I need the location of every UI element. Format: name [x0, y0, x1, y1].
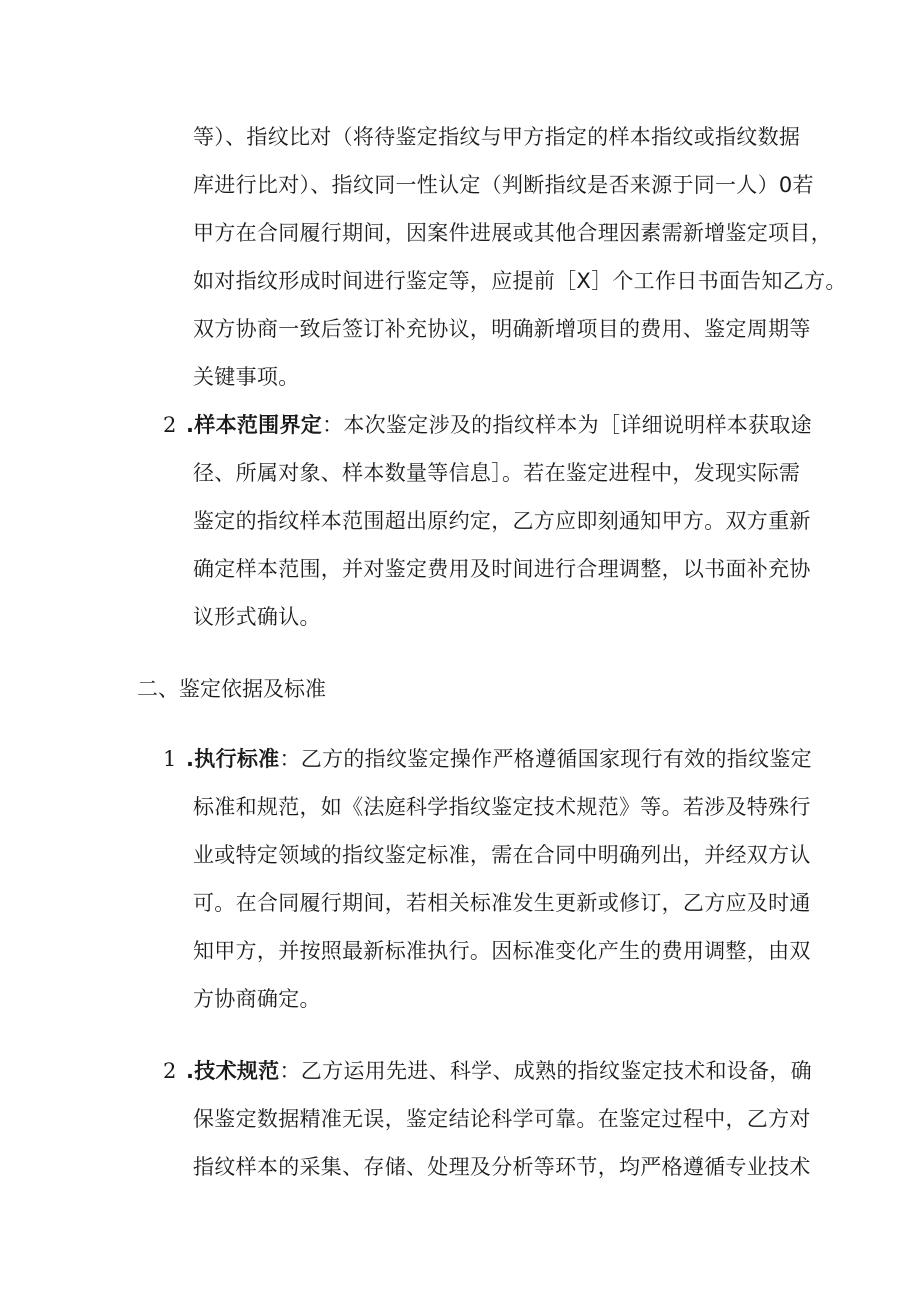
- paragraph-line: 径、所属对象、样本数量等信息］。若在鉴定进程中，发现实际需: [193, 461, 801, 485]
- paragraph-line: 如对指纹形成时间进行鉴定等，应提前［X］个工作日书面告知乙方。: [193, 269, 847, 293]
- list-item-text: ：本次鉴定涉及的指纹样本为［详细说明样本获取途: [322, 413, 812, 437]
- paragraph-line: 鉴定的指纹样本范围超出原约定，乙方应即刻通知甲方。双方重新: [193, 509, 811, 533]
- list-number: 2: [163, 413, 177, 437]
- paragraph-line: 方协商确定。: [193, 987, 321, 1011]
- paragraph-line: 保鉴定数据精准无误，鉴定结论科学可靠。在鉴定过程中，乙方对: [193, 1107, 811, 1131]
- paragraph-line: 业或特定领域的指纹鉴定标准，需在合同中明确列出，并经双方认: [193, 843, 811, 867]
- paragraph-line: 议形式确认。: [193, 605, 321, 629]
- paragraph-line: 确定样本范围，并对鉴定费用及时间进行合理调整，以书面补充协: [193, 557, 811, 581]
- paragraph-line: 指纹样本的采集、存储、处理及分析等环节，均严格遵循专业技术: [193, 1155, 811, 1179]
- list-item-first-line: [186, 1056, 812, 1086]
- paragraph-line: 知甲方，并按照最新标准执行。因标准变化产生的费用调整，由双: [193, 939, 811, 963]
- list-item-title: .技术规范: [186, 1059, 280, 1083]
- list-item-title: .样本范围界定: [186, 413, 323, 437]
- paragraph-line: 等）、指纹比对（将待鉴定指纹与甲方指定的样本指纹或指纹数据: [193, 125, 801, 149]
- paragraph-line: 库进行比对）、指纹同一性认定（判断指纹是否来源于同一人）0若: [193, 173, 814, 197]
- list-item-text: ：乙方运用先进、科学、成熟的指纹鉴定技术和设备，确: [279, 1059, 812, 1083]
- section-heading: 二、鉴定依据及标准: [137, 677, 326, 701]
- list-number: 2: [163, 1059, 177, 1083]
- paragraph-line: 标准和规范，如《法庭科学指纹鉴定技术规范》等。若涉及特殊行: [193, 795, 811, 819]
- list-item-title: .执行标准: [186, 747, 280, 771]
- paragraph-line: 关键事项。: [193, 365, 300, 389]
- list-number: 1: [163, 747, 177, 771]
- paragraph-line: 双方协商一致后签订补充协议，明确新增项目的费用、鉴定周期等: [193, 317, 811, 341]
- list-item-first-line: [186, 744, 812, 774]
- paragraph-line: 甲方在合同履行期间，因案件进展或其他合理因素需新增鉴定项目，: [193, 221, 832, 245]
- paragraph-line: 可。在合同履行期间，若相关标准发生更新或修订，乙方应及时通: [193, 891, 811, 915]
- list-item-first-line: [186, 410, 812, 440]
- list-item-text: ：乙方的指纹鉴定操作严格遵循国家现行有效的指纹鉴定: [279, 747, 812, 771]
